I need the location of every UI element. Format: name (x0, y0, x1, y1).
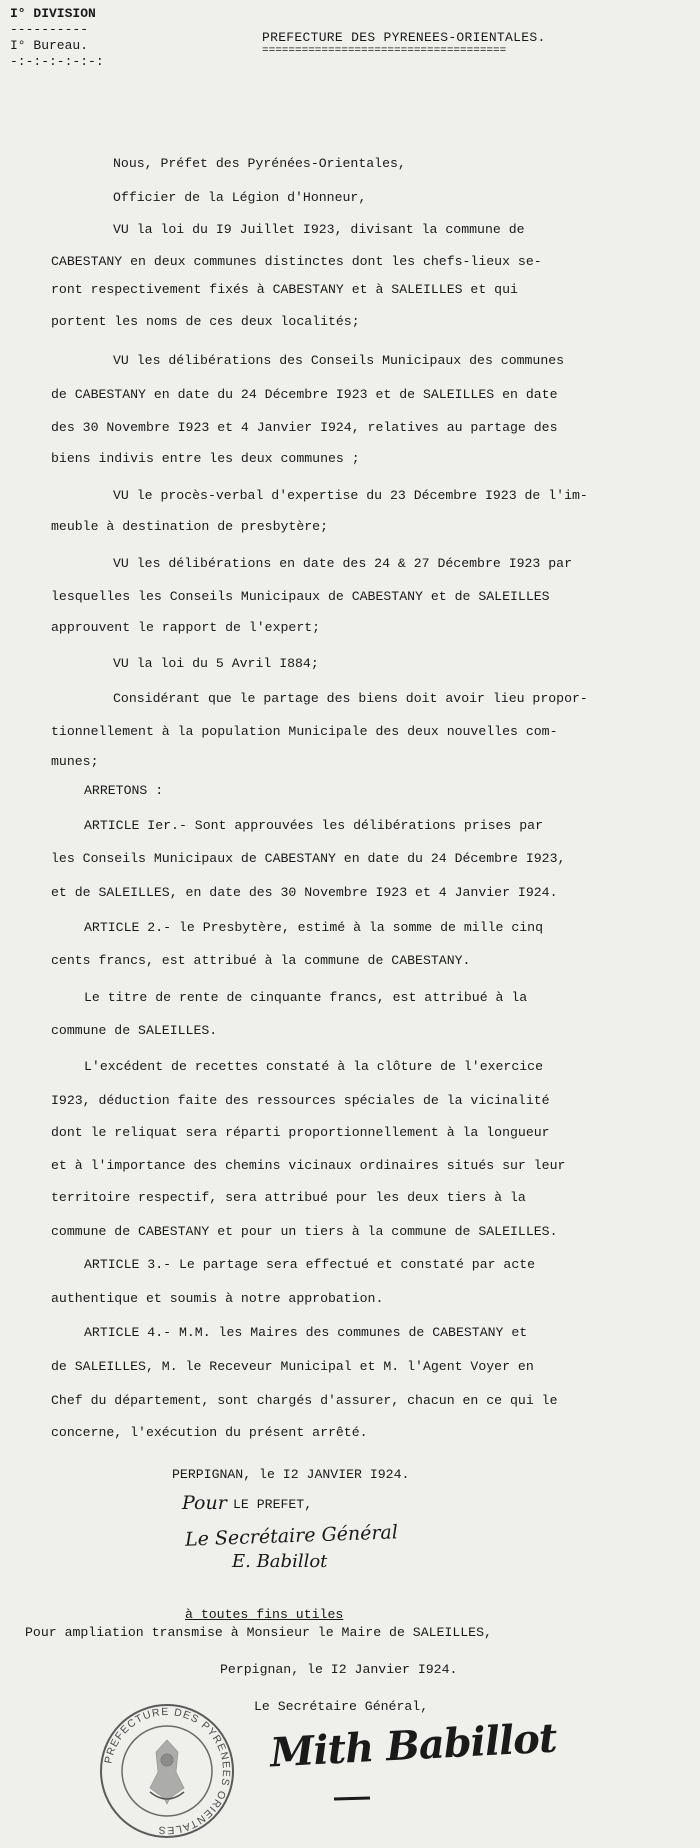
text-line: Chef du département, sont chargés d'assurer, chacun en ce qui le (51, 1393, 558, 1408)
text-line: VU la loi du 5 Avril I884; (113, 656, 319, 671)
signature-underline-icon (332, 1795, 372, 1803)
text-line: lesquelles les Conseils Municipaux de CABESTANY et de SALEILLES (51, 589, 550, 604)
pour-le-prefet: LE PREFET, (233, 1497, 313, 1512)
text-line: Le titre de rente de cinquante francs, est attribué à la (84, 990, 528, 1005)
text-line: ARTICLE 2.- le Presbytère, estimé à la somme de mille cinq (84, 920, 543, 935)
text-line: dont le reliquat sera réparti proportionnellement à la longueur (51, 1125, 550, 1140)
text-line: CABESTANY en deux communes distinctes dont les chefs-lieux se- (51, 254, 542, 269)
text-line: VU la loi du I9 Juillet I923, divisant la commune de (113, 222, 525, 237)
division-rule: ---------- (10, 22, 89, 37)
signature-handwritten: Mith Babillot (268, 1714, 558, 1777)
seal-emblem-icon (150, 1740, 184, 1804)
text-line: VU les délibérations des Conseils Municipaux des communes (113, 353, 565, 368)
text-line: les Conseils Municipaux de CABESTANY en date du 24 Décembre I923, (51, 851, 566, 866)
secretaire-general: Le Secrétaire Général, (254, 1699, 429, 1714)
text-line: I923, déduction faite des ressources spéciales de la vicinalité (51, 1093, 550, 1108)
prefecture-rule: ===================================== (262, 45, 507, 57)
bureau-label: I° Bureau. (10, 38, 89, 53)
text-line: portent les noms de ces deux localités; (51, 314, 360, 329)
fins-utiles: à toutes fins utiles (185, 1607, 344, 1622)
text-line: ARTICLE 3.- Le partage sera effectué et constaté par acte (84, 1257, 536, 1272)
text-line: meuble à destination de presbytère; (51, 519, 328, 534)
secretaire-handwritten: Le Secrétaire Général (184, 1521, 399, 1551)
pour-handwritten: Pour (182, 1492, 227, 1514)
text-line: Considérant que le partage des biens doit avoir lieu propor- (113, 691, 588, 706)
text-line: L'excédent de recettes constaté à la clôture de l'exercice (84, 1059, 543, 1074)
text-line: de SALEILLES, M. le Receveur Municipal et M. l'Agent Voyer en (51, 1359, 534, 1374)
text-line: concerne, l'exécution du présent arrêté. (51, 1425, 368, 1440)
text-line: Officier de la Légion d'Honneur, (113, 190, 367, 205)
text-line: ront respectivement fixés à CABESTANY et à SALEILLES et qui (51, 282, 518, 297)
text-line: ARTICLE Ier.- Sont approuvées les délibérations prises par (84, 818, 543, 833)
prefecture-title: PREFECTURE DES PYRENEES-ORIENTALES. (262, 30, 546, 45)
place-date-2: Perpignan, le I2 Janvier I924. (220, 1662, 458, 1677)
text-line: tionnellement à la population Municipale des deux nouvelles com- (51, 724, 558, 739)
ampliation-line: Pour ampliation transmise à Monsieur le Maire de SALEILLES, (25, 1625, 492, 1640)
text-line: ARTICLE 4.- M.M. les Maires des communes de CABESTANY et (84, 1325, 528, 1340)
prefecture-seal (98, 1702, 236, 1840)
text-line: territoire respectif, sera attribué pour les deux tiers à la (51, 1190, 526, 1205)
text-line: et à l'importance des chemins vicinaux ordinaires situés sur leur (51, 1158, 566, 1173)
place-date: PERPIGNAN, le I2 JANVIER I924. (172, 1467, 410, 1482)
text-line: Nous, Préfet des Pyrénées-Orientales, (113, 156, 406, 171)
text-line: et de SALEILLES, en date des 30 Novembre I923 et 4 Janvier I924. (51, 885, 558, 900)
name-handwritten: E. Babillot (232, 1551, 328, 1572)
seal-text: PREFECTURE DES PYRENEES ORIENTALES (102, 1705, 233, 1837)
text-line: commune de CABESTANY et pour un tiers à la commune de SALEILLES. (51, 1224, 558, 1239)
bureau-rule: -:-:-:-:-:-: (10, 54, 104, 69)
text-line: des 30 Novembre I923 et 4 Janvier I924, relatives au partage des (51, 420, 558, 435)
text-line: munes; (51, 754, 99, 769)
text-line: VU les délibérations en date des 24 & 27 Décembre I923 par (113, 556, 572, 571)
text-line: approuvent le rapport de l'expert; (51, 620, 321, 635)
text-line: cents francs, est attribué à la commune de CABESTANY. (51, 953, 471, 968)
text-line: authentique et soumis à notre approbation. (51, 1291, 384, 1306)
text-line: de CABESTANY en date du 24 Décembre I923 et de SALEILLES en date (51, 387, 558, 402)
text-line: VU le procès-verbal d'expertise du 23 Décembre I923 de l'im- (113, 488, 588, 503)
text-line: biens indivis entre les deux communes ; (51, 451, 360, 466)
division-header (10, 6, 104, 70)
division-label: I° DIVISION (10, 6, 96, 21)
prefecture-header (262, 30, 546, 56)
text-line: commune de SALEILLES. (51, 1023, 218, 1038)
text-line: ARRETONS : (84, 783, 164, 798)
